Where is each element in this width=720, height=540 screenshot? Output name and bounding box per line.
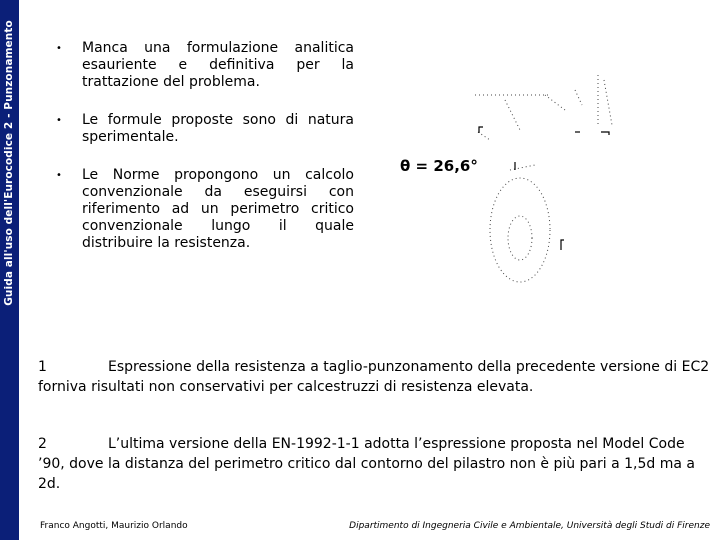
crack-line [510,165,535,170]
footnote-text: L’ultima versione della EN-1992-1-1 adotta l’espressione proposta nel Model Code ’90, dove la distanza del perimetro critico dal contorno del pilastro non è più pari a 1,5d ma a 2d. [38,436,695,492]
column-bracket-icon [561,240,564,250]
column-line [604,80,612,125]
footnote-number: 1 [38,359,47,375]
critical-perimeter-inner [508,216,532,260]
slab-line [505,100,520,130]
sidebar-title: Guida all'uso dell'Eurocodice 2 - Punzonamento [3,20,15,306]
bullet-dot-icon: • [56,115,62,126]
crack-line [478,132,490,140]
angle-label: θ = 26,6° [400,157,478,175]
critical-perimeter-outer [490,178,550,282]
footnote-number: 2 [38,436,47,452]
bullet-item [56,40,354,91]
crack-line [575,90,582,105]
highlight-term: perimetro critico [230,201,354,217]
footnote [38,357,710,397]
bullet-list [56,40,354,273]
footer-department: Dipartimento di Ingegneria Civile e Ambientale, Università degli Studi di Firenze [349,521,710,531]
footnote [38,434,710,494]
bullet-dot-icon: • [56,170,62,181]
corner-mark-icon [601,132,609,135]
bullet-item [56,167,354,252]
footnote-text: Espressione della resistenza a taglio-punzonamento della precedente versione di EC2 forniva risultati non conservativi per calcestruzzi di resistenza elevata. [38,359,710,395]
bullet-item [56,112,354,146]
bullet-text: Le Norme propongono un calcolo convenzionale da eseguirsi con riferimento ad un perimetro critico convenzionale lungo il quale distribuire la resistenza. [82,167,354,251]
bullet-text: Manca una formulazione analitica esauriente e definitiva per la trattazione del problema. [82,40,354,90]
column-bracket-icon [479,127,483,133]
slab-line [545,95,565,110]
bullet-text: Le formule proposte sono di natura sperimentale. [82,112,354,145]
punching-figure [470,70,630,310]
footer-authors: Franco Angotti, Maurizio Orlando [40,521,188,531]
bullet-dot-icon: • [56,43,62,54]
sidebar [0,0,19,540]
